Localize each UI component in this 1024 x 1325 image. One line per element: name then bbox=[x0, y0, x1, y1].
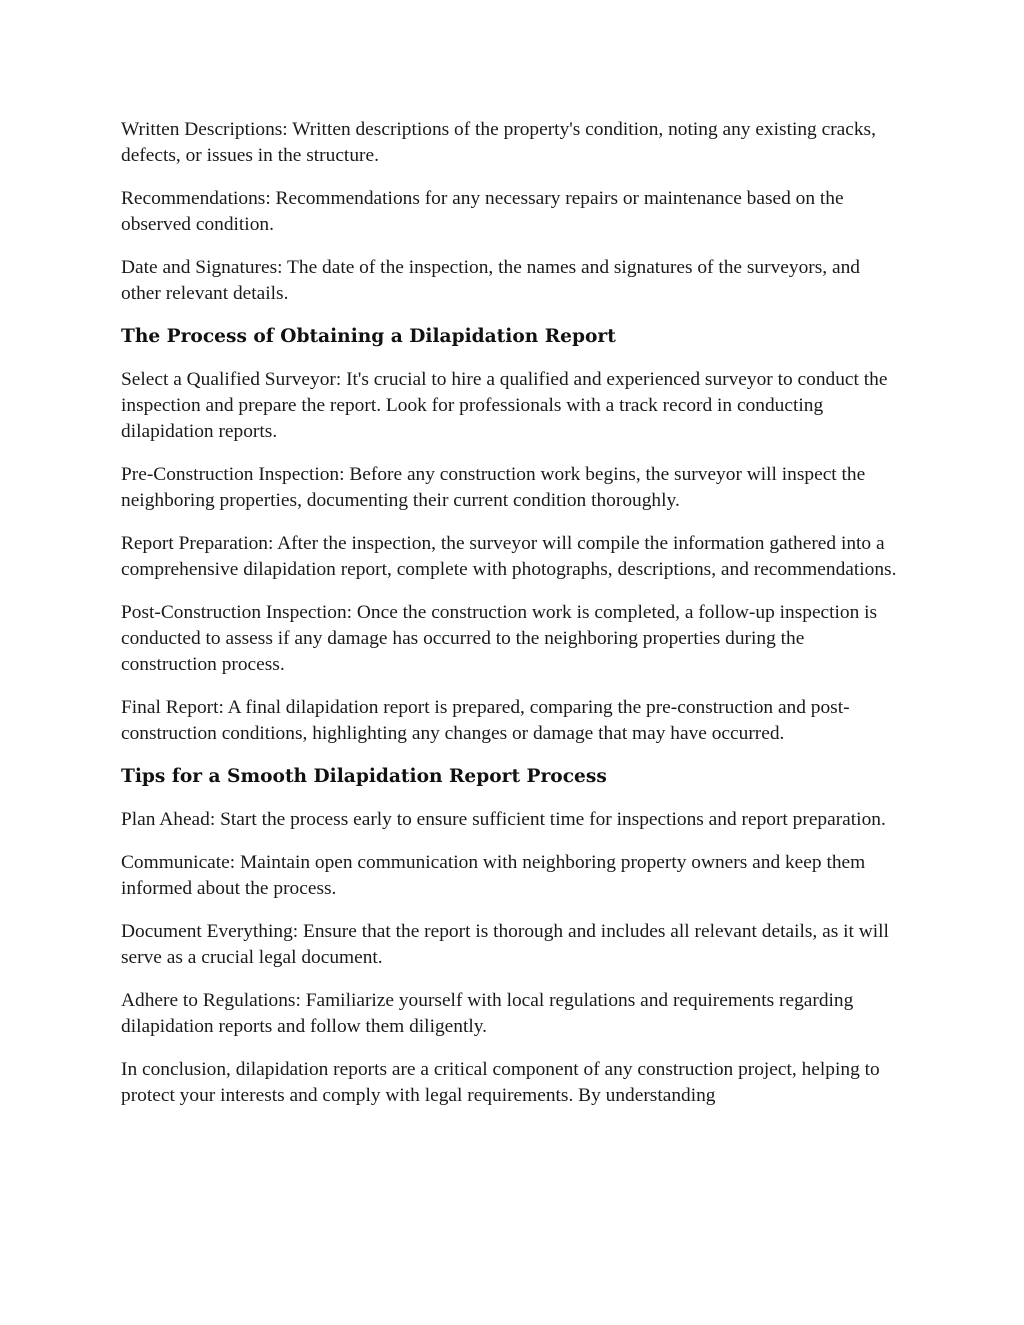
paragraph-plan-ahead: Plan Ahead: Start the process early to ensure sufficient time for inspections and report preparation. bbox=[121, 809, 886, 830]
paragraph-communicate: Communicate: Maintain open communication with neighboring property owners and keep them informed about the process. bbox=[121, 852, 866, 899]
paragraph-recommendations: Recommendations: Recommendations for any necessary repairs or maintenance based on the observed condition. bbox=[121, 188, 844, 235]
paragraph-report-preparation: Report Preparation: After the inspection, the surveyor will compile the information gathered into a comprehensive dilapidation report, complete with photographs, descriptions, and recommendations. bbox=[121, 533, 897, 580]
document-page bbox=[121, 117, 901, 1126]
paragraph-post-construction-inspection: Post-Construction Inspection: Once the construction work is completed, a follow-up inspection is conducted to assess if any damage has occurred to the neighboring properties during the construction process. bbox=[121, 602, 878, 675]
paragraph-conclusion: In conclusion, dilapidation reports are a critical component of any construction project, helping to protect your interests and comply with legal requirements. By understanding bbox=[121, 1059, 880, 1106]
paragraph-final-report: Final Report: A final dilapidation report is prepared, comparing the pre-construction and post-construction conditions, highlighting any changes or damage that may have occurred. bbox=[121, 697, 850, 744]
paragraph-date-and-signatures: Date and Signatures: The date of the inspection, the names and signatures of the surveyors, and other relevant details. bbox=[121, 257, 860, 304]
section-heading-tips: Tips for a Smooth Dilapidation Report Process bbox=[121, 766, 607, 787]
paragraph-document-everything: Document Everything: Ensure that the report is thorough and includes all relevant details, as it will serve as a crucial legal document. bbox=[121, 921, 889, 968]
paragraph-written-descriptions: Written Descriptions: Written descriptions of the property's condition, noting any existing cracks, defects, or issues in the structure. bbox=[121, 119, 876, 166]
paragraph-pre-construction-inspection: Pre-Construction Inspection: Before any construction work begins, the surveyor will inspect the neighboring properties, documenting their current condition thoroughly. bbox=[121, 464, 866, 511]
paragraph-adhere-to-regulations: Adhere to Regulations: Familiarize yourself with local regulations and requirements regarding dilapidation reports and follow them diligently. bbox=[121, 990, 854, 1037]
paragraph-select-surveyor: Select a Qualified Surveyor: It's crucial to hire a qualified and experienced surveyor to conduct the inspection and prepare the report. Look for professionals with a track record in conducting dilapidation reports. bbox=[121, 369, 888, 442]
section-heading-process: The Process of Obtaining a Dilapidation Report bbox=[121, 326, 616, 347]
